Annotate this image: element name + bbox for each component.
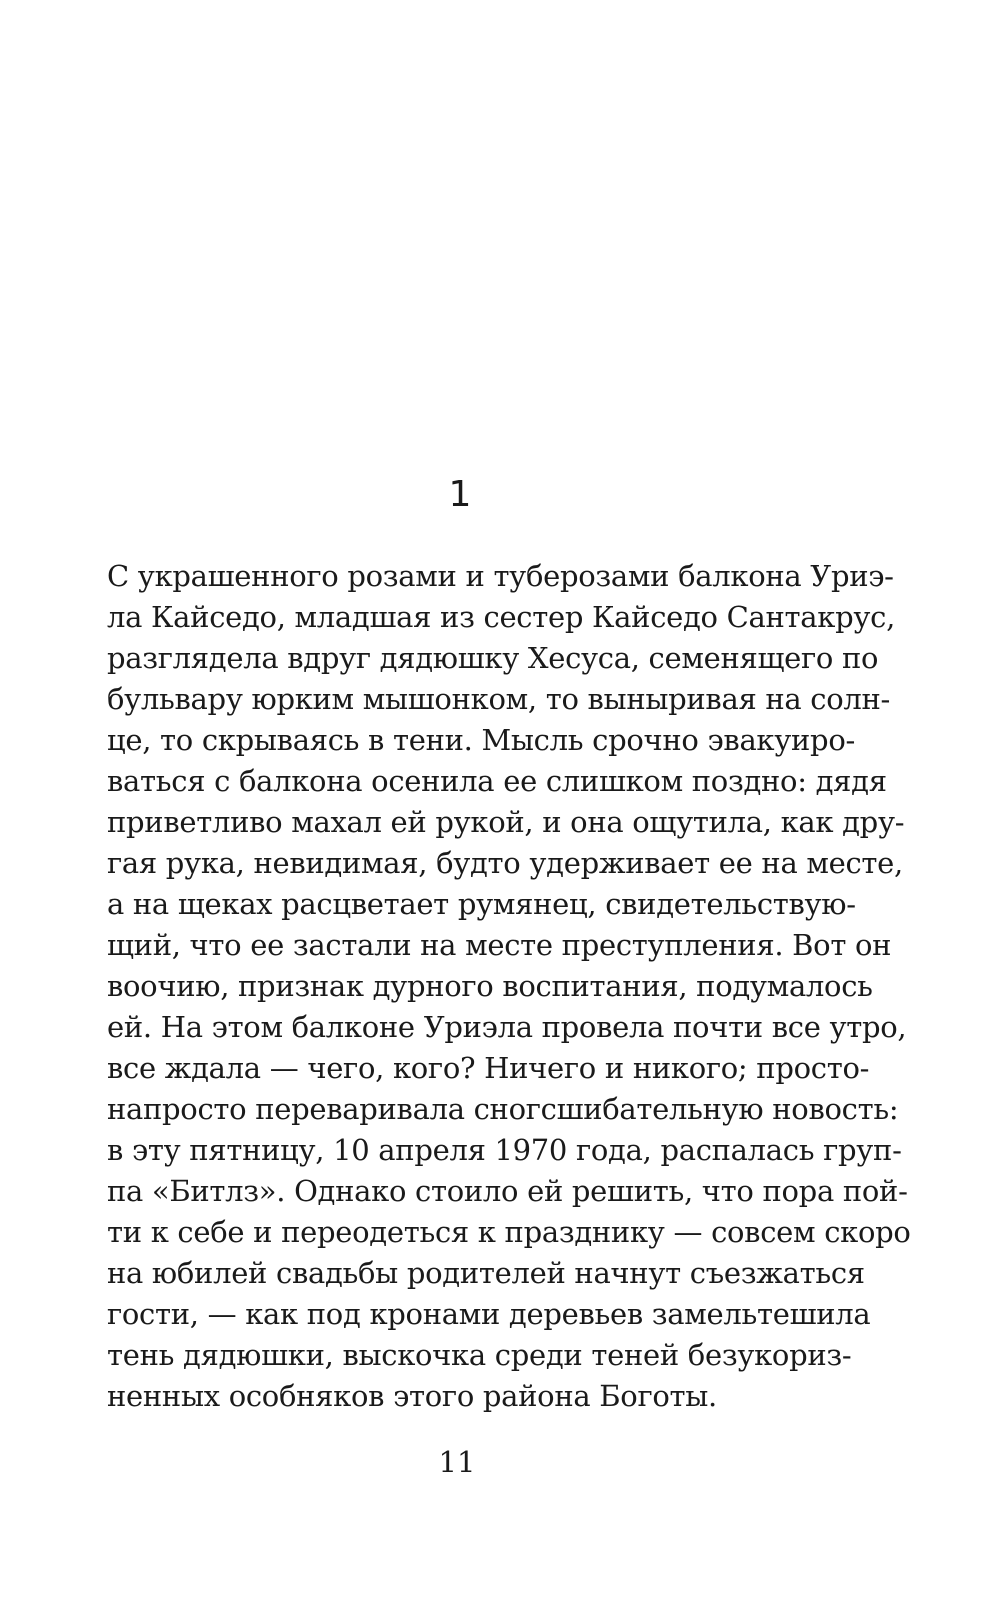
chapter-number: 1 <box>448 474 472 515</box>
paragraph-line: приветливо махал ей рукой, и она ощутила, как дру- <box>107 805 905 839</box>
paragraph-line: бульвару юрким мышонком, то выныривая на солн- <box>107 682 891 716</box>
paragraph-line: в эту пятницу, 10 апреля 1970 года, распалась груп- <box>107 1133 902 1167</box>
paragraph-line: на юбилей свадьбы родителей начнут съезжаться <box>107 1256 865 1290</box>
chapter-paragraph <box>107 556 911 1417</box>
paragraph-line: це, то скрываясь в тени. Мысль срочно эвакуиро- <box>107 723 855 757</box>
paragraph-line: ваться с балкона осенила ее слишком поздно: дядя <box>107 764 887 798</box>
paragraph-line: ла Кайседо, младшая из сестер Кайседо Сантакрус, <box>107 600 895 634</box>
paragraph-line: тень дядюшки, выскочка среди теней безукориз- <box>107 1338 852 1372</box>
paragraph-line: воочию, признак дурного воспитания, подумалось <box>107 969 873 1003</box>
paragraph-line: а на щеках расцветает румянец, свидетельствую- <box>107 887 856 921</box>
paragraph-line: С украшенного розами и туберозами балкона Уриэ- <box>107 559 894 593</box>
paragraph-line: ненных особняков этого района Боготы. <box>107 1379 717 1413</box>
paragraph-line: па «Битлз». Однако стоило ей решить, что пора пой- <box>107 1174 908 1208</box>
paragraph-line: гая рука, невидимая, будто удерживает ее на месте, <box>107 846 903 880</box>
paragraph-line: ти к себе и переодеться к празднику — совсем скоро <box>107 1215 911 1249</box>
paragraph-line: все ждала — чего, кого? Ничего и никого; просто- <box>107 1051 870 1085</box>
paragraph-line: разглядела вдруг дядюшку Хесуса, семенящего по <box>107 641 879 675</box>
paragraph-line: напросто переваривала сногсшибательную новость: <box>107 1092 899 1126</box>
paragraph-line: гости, — как под кронами деревьев замельтешила <box>107 1297 871 1331</box>
paragraph-line: щий, что ее застали на месте преступления. Вот он <box>107 928 892 962</box>
page-number: 11 <box>438 1445 476 1479</box>
paragraph-line: ей. На этом балконе Уриэла провела почти все утро, <box>107 1010 907 1044</box>
